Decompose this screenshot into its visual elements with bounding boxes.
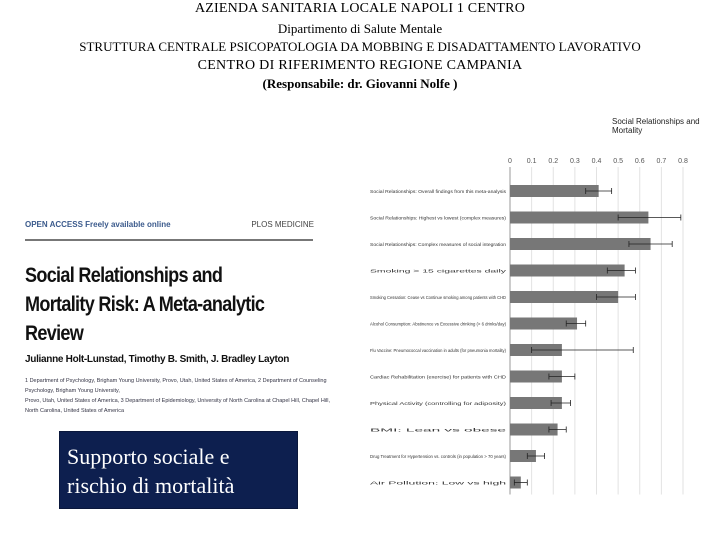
x-tick-label: 0.2	[548, 158, 559, 165]
journal-brand: PLOS MEDICINE	[251, 220, 314, 229]
x-tick-label: 0.6	[634, 158, 645, 165]
caption-line1: Supporto sociale e	[67, 444, 230, 469]
category-label: Social Relationships: Highest vs lowest (complex measures)	[370, 215, 507, 221]
category-label: Alcohol Consumption: Abstinence vs Excessive drinking (> 6 drinks/day)	[370, 321, 507, 327]
category-label: Smoking > 15 cigarettes daily	[370, 268, 508, 274]
category-label: Social Relationships: Overall findings from this meta-analysis	[370, 189, 507, 194]
paper-title-line1: Social Relationships and Mortality Risk: A Meta-analytic	[25, 264, 265, 316]
affiliation-line1: 1 Department of Psychology, Brigham Young University, Provo, Utah, United States of America, 2 Department of Counseling Psychology, Brigham Young University,	[25, 378, 327, 394]
x-tick-label: 0.7	[656, 158, 667, 165]
caption-line2: rischio di mortalità	[67, 473, 235, 498]
journal-label: OPEN ACCESS Freely available online	[25, 220, 171, 229]
x-tick-label: 0	[508, 158, 512, 165]
paper-authors: Julianne Holt-Lunstad, Timothy B. Smith, J. Bradley Layton	[25, 354, 290, 365]
category-label: Physical Activity (controlling for adiposity)	[370, 401, 507, 406]
category-label: Air Pollution: Low vs high	[370, 480, 508, 486]
chart-title: Social Relationships and Mortality	[612, 117, 700, 135]
x-tick-label: 0.4	[591, 158, 602, 165]
x-tick-label: 0.5	[613, 158, 623, 165]
affiliation-line2: Provo, Utah, United States of America, 3 Department of Epidemiology, University of North Carolina at Chapel Hill, Chapel Hill, North Carolina, United States of America	[25, 398, 330, 414]
x-tick-label: 0.3	[570, 158, 580, 165]
paper-title-line2: Review	[25, 322, 84, 345]
category-label: Flu Vaccine: Pneumococcal vaccination in adults (for pneumonia mortality)	[370, 348, 507, 353]
category-label: BMI: Lean vs obese	[370, 427, 508, 433]
category-label: Drug Treatment for Hypertension vs. controls (in population > 70 years)	[370, 454, 507, 459]
x-tick-label: 0.1	[526, 158, 537, 165]
agency-name: AZIENDA SANITARIA LOCALE NAPOLI 1 CENTRO	[194, 1, 526, 16]
regional-center: CENTRO DI RIFERIMENTO REGIONE CAMPANIA	[197, 58, 523, 73]
category-label: Cardiac Rehabilitation (exercise) for patients with CHD	[370, 374, 507, 380]
category-label: Smoking Cessation: Cease vs Continue smoking among patients with CHD	[370, 295, 507, 300]
department-name: Dipartimento di Salute Mentale	[277, 21, 443, 36]
x-tick-label: 0.8	[678, 158, 688, 165]
structure-name: STRUTTURA CENTRALE PSICOPATOLOGIA DA MOBBING E DISADATTAMENTO LAVORATIVO	[79, 39, 641, 54]
responsible-person: (Responsabile: dr. Giovanni Nolfe )	[262, 76, 458, 91]
category-label: Social Relationships: Complex measures of social integration	[370, 242, 507, 247]
